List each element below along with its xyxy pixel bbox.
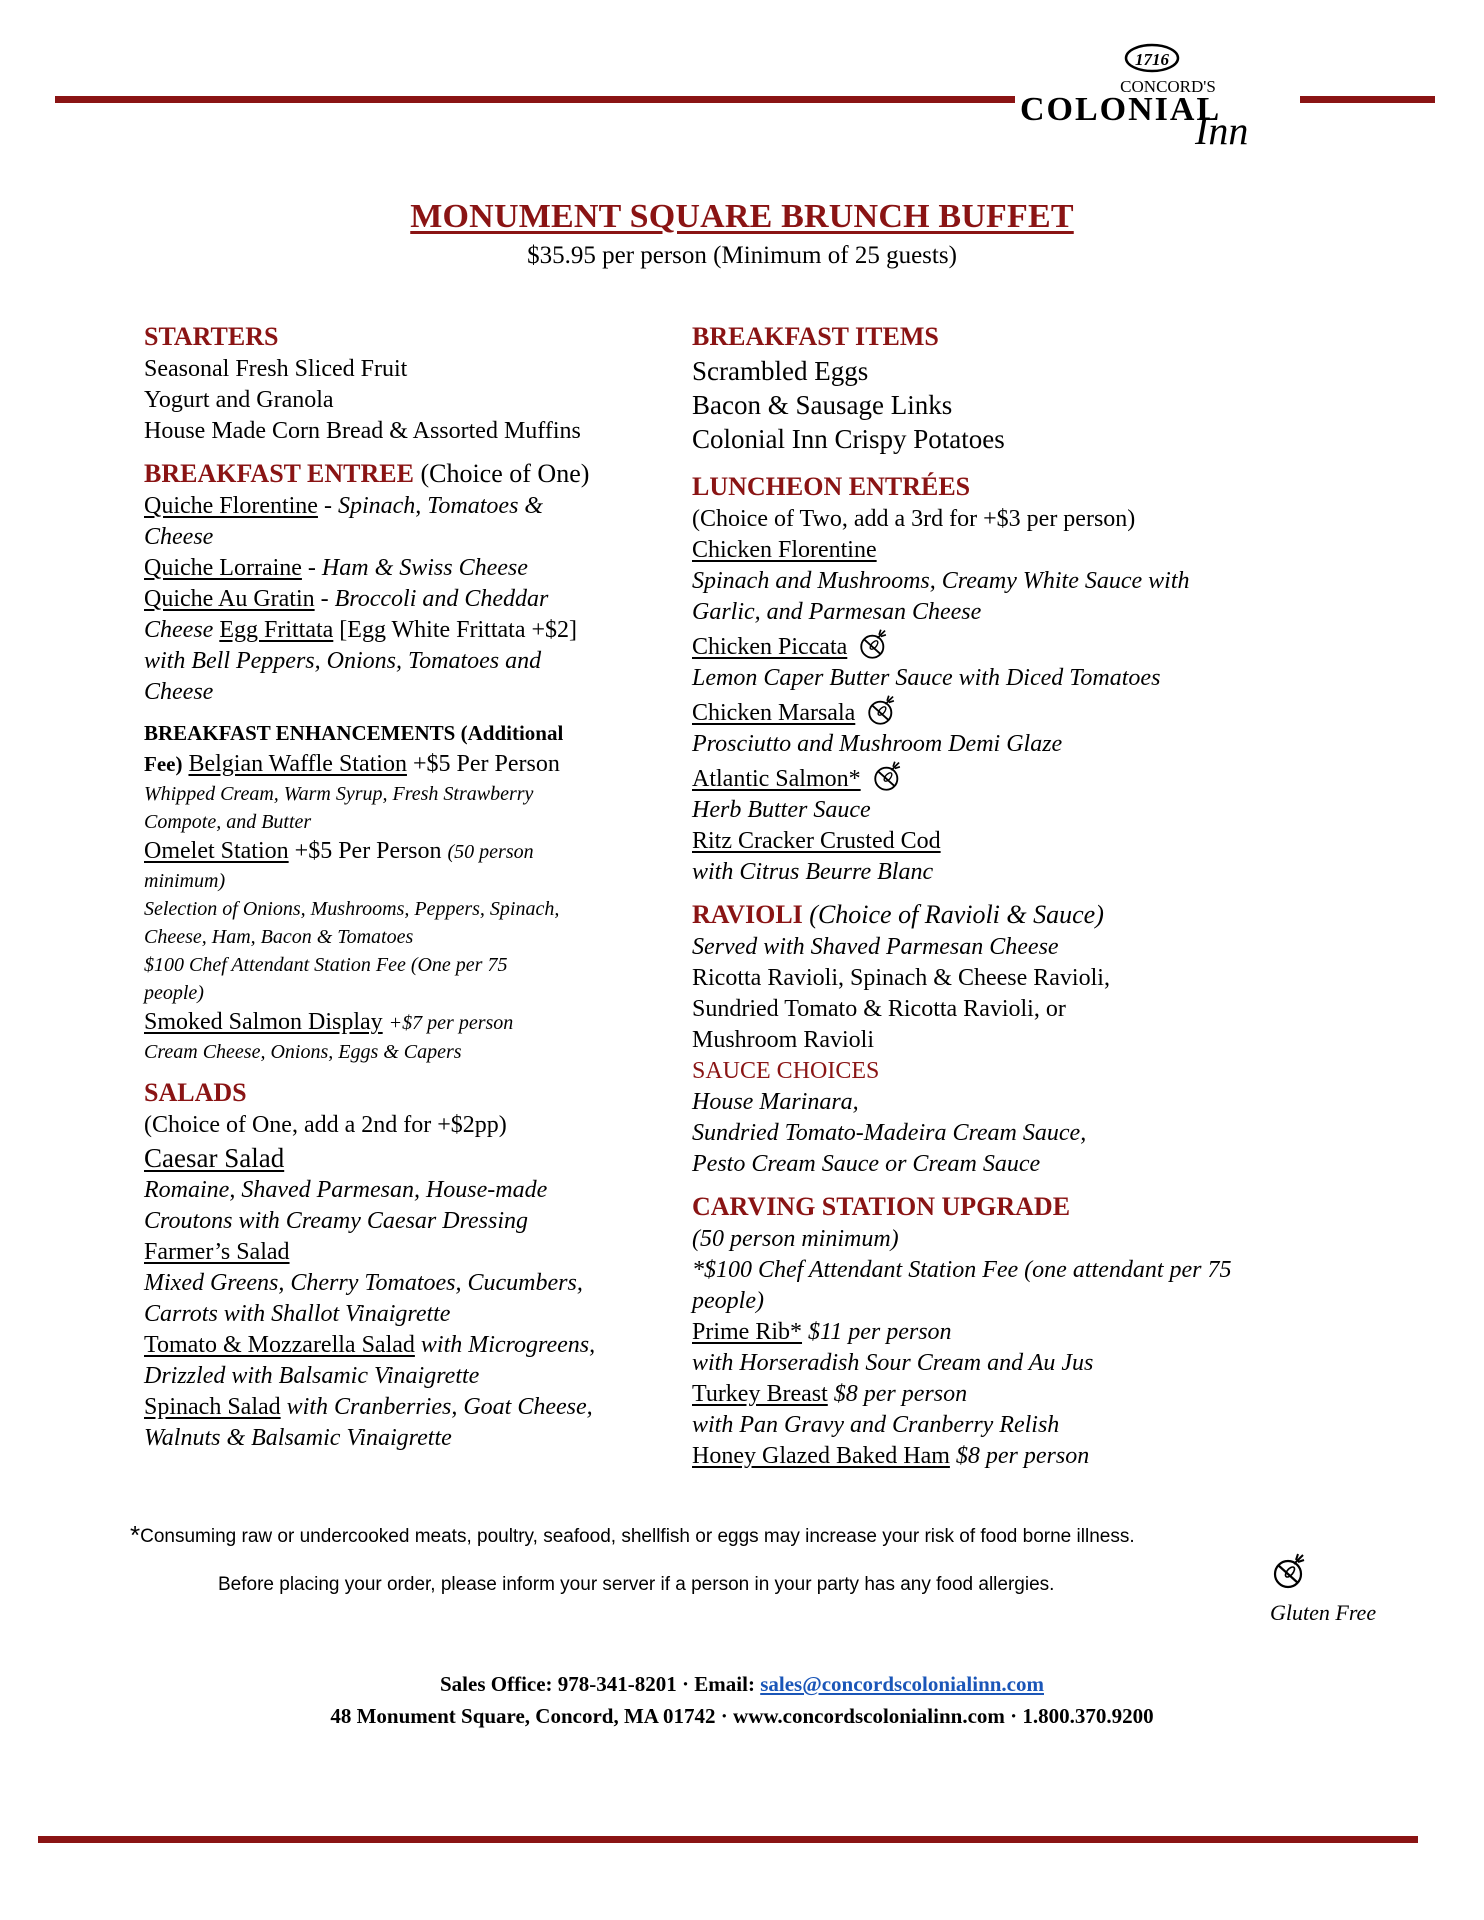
allergy-notice: Before placing your order, please inform your server if a person in your party has any food allergies. xyxy=(218,1574,1055,1595)
right-column xyxy=(692,320,1342,1472)
left-column xyxy=(144,320,664,1454)
prime-rib-desc: with Horseradish Sour Cream and Au Jus xyxy=(692,1350,1094,1376)
top-rule-left xyxy=(55,96,1015,103)
top-rule-right xyxy=(1300,96,1435,103)
ravioli-note: (Choice of Ravioli & Sauce) xyxy=(809,900,1104,929)
gluten-free-icon xyxy=(857,628,891,662)
carving-fee: people) xyxy=(692,1288,764,1314)
egg-frittata-desc: with Bell Peppers, Onions, Tomatoes and xyxy=(144,648,542,674)
chicken-marsala-desc: Prosciutto and Mushroom Demi Glaze xyxy=(692,731,1063,757)
sauce-option: Sundried Tomato-Madeira Cream Sauce, xyxy=(692,1120,1087,1146)
prime-rib: Prime Rib* $11 per person xyxy=(692,1319,952,1345)
farmers-salad: Farmer’s Salad xyxy=(144,1239,290,1265)
sauce-option: House Marinara, xyxy=(692,1089,859,1115)
menu-title-block xyxy=(0,198,1484,270)
tomato-mozzarella-salad: Tomato & Mozzarella Salad with Microgreens, xyxy=(144,1332,596,1358)
starter-item: Seasonal Fresh Sliced Fruit xyxy=(144,356,408,382)
sauce-choices-heading: SAUCE CHOICES xyxy=(692,1058,880,1084)
breakfast-item: Scrambled Eggs xyxy=(692,356,869,386)
waffle-desc: Whipped Cream, Warm Syrup, Fresh Strawberry xyxy=(144,783,534,805)
gluten-free-icon xyxy=(865,694,899,728)
omelet-fee: $100 Chef Attendant Station Fee (One per 75 xyxy=(144,954,508,976)
turkey-breast: Turkey Breast $8 per person xyxy=(692,1381,968,1407)
salads-heading: SALADS xyxy=(144,1078,247,1107)
quiche-florentine: Quiche Florentine - Spinach, Tomatoes & xyxy=(144,493,544,519)
breakfast-entree-note: (Choice of One) xyxy=(420,459,590,488)
chicken-florentine-desc: Spinach and Mushrooms, Creamy White Sauce with xyxy=(692,568,1190,594)
carving-heading: CARVING STATION UPGRADE xyxy=(692,1192,1071,1221)
salads-note: (Choice of One, add a 2nd for +$2pp) xyxy=(144,1112,507,1138)
atlantic-salmon-desc: Herb Butter Sauce xyxy=(692,797,871,823)
gluten-free-label: Gluten Free xyxy=(1270,1600,1377,1625)
chicken-marsala: Chicken Marsala xyxy=(692,694,1342,729)
quiche-au-gratin: Quiche Au Gratin - Broccoli and Cheddar xyxy=(144,586,549,612)
omelet-fee: people) xyxy=(144,982,204,1004)
luncheon-heading: LUNCHEON ENTRÉES xyxy=(692,472,971,501)
starters-heading: STARTERS xyxy=(144,322,279,351)
farmers-desc: Carrots with Shallot Vinaigrette xyxy=(144,1301,451,1327)
egg-frittata: Cheese Egg Frittata [Egg White Frittata +$2] xyxy=(144,617,577,643)
bottom-rule xyxy=(38,1836,1418,1843)
atlantic-salmon: Atlantic Salmon* xyxy=(692,760,1342,795)
carving-fee: *$100 Chef Attendant Station Fee (one attendant per 75 xyxy=(692,1257,1232,1283)
chicken-piccata: Chicken Piccata xyxy=(692,628,1342,663)
waffle-desc: Compote, and Butter xyxy=(144,811,312,833)
omelet-min: minimum) xyxy=(144,870,226,892)
ravioli-heading: RAVIOLI (Choice of Ravioli & Sauce) xyxy=(692,900,1104,929)
omelet-desc: Selection of Onions, Mushrooms, Peppers, Spinach, xyxy=(144,898,560,920)
ravioli-options: Mushroom Ravioli xyxy=(692,1027,875,1053)
logo-line1: CONCORD'S xyxy=(1120,77,1216,96)
consumption-warning: *Consuming raw or undercooked meats, poultry, seafood, shellfish or eggs may increase your risk of food borne illness. xyxy=(130,1520,1135,1550)
ritz-cod-desc: with Citrus Beurre Blanc xyxy=(692,859,934,885)
omelet-station: Omelet Station +$5 Per Person (50 person xyxy=(144,838,534,864)
gluten-free-icon xyxy=(1270,1552,1310,1592)
omelet-desc: Cheese, Ham, Bacon & Tomatoes xyxy=(144,926,414,948)
farmers-desc: Mixed Greens, Cherry Tomatoes, Cucumbers, xyxy=(144,1270,583,1296)
quiche-florentine-desc: Cheese xyxy=(144,524,214,550)
page-title: MONUMENT SQUARE BRUNCH BUFFET xyxy=(410,198,1074,235)
waffle-station: Fee) Belgian Waffle Station +$5 Per Person xyxy=(144,751,560,777)
caesar-desc: Croutons with Creamy Caesar Dressing xyxy=(144,1208,529,1234)
breakfast-item: Colonial Inn Crispy Potatoes xyxy=(692,424,1005,454)
smoked-salmon-desc: Cream Cheese, Onions, Eggs & Capers xyxy=(144,1041,462,1063)
ravioli-options: Sundried Tomato & Ricotta Ravioli, or xyxy=(692,996,1066,1022)
tomato-mozzarella-desc: Drizzled with Balsamic Vinaigrette xyxy=(144,1363,480,1389)
gluten-free-icon xyxy=(871,760,905,794)
spinach-salad: Spinach Salad with Cranberries, Goat Cheese, xyxy=(144,1394,593,1420)
spinach-desc: Walnuts & Balsamic Vinaigrette xyxy=(144,1425,452,1451)
caesar-desc: Romaine, Shaved Parmesan, House-made xyxy=(144,1177,548,1203)
colonial-inn-logo xyxy=(1010,40,1300,150)
smoked-salmon: Smoked Salmon Display +$7 per person xyxy=(144,1009,514,1035)
ravioli-served: Served with Shaved Parmesan Cheese xyxy=(692,934,1059,960)
footer-address: 48 Monument Square, Concord, MA 01742 · www.concordscolonialinn.com · 1.800.370.9200 xyxy=(330,1704,1154,1728)
breakfast-entree-heading: BREAKFAST ENTREE (Choice of One) xyxy=(144,459,590,488)
sales-email-link[interactable]: sales@concordscolonialinn.com xyxy=(760,1672,1044,1696)
chicken-piccata-desc: Lemon Caper Butter Sauce with Diced Tomatoes xyxy=(692,665,1161,691)
chicken-florentine-desc: Garlic, and Parmesan Cheese xyxy=(692,599,982,625)
ritz-cod: Ritz Cracker Crusted Cod xyxy=(692,828,941,854)
honey-ham: Honey Glazed Baked Ham $8 per person xyxy=(692,1443,1090,1469)
luncheon-note: (Choice of Two, add a 3rd for +$3 per person) xyxy=(692,506,1136,532)
carving-min: (50 person minimum) xyxy=(692,1226,899,1252)
turkey-breast-desc: with Pan Gravy and Cranberry Relish xyxy=(692,1412,1060,1438)
logo-line3: Inn xyxy=(1195,108,1249,150)
footer-sales: Sales Office: 978-341-8201 · Email: sales@concordscolonialinn.com xyxy=(440,1672,1044,1696)
chicken-florentine: Chicken Florentine xyxy=(692,537,877,563)
enhancements-heading: BREAKFAST ENHANCEMENTS (Additional xyxy=(144,721,564,745)
egg-frittata-desc: Cheese xyxy=(144,679,214,705)
logo-year: 1716 xyxy=(1135,50,1169,69)
starter-item: House Made Corn Bread & Assorted Muffins xyxy=(144,418,581,444)
breakfast-items-heading: BREAKFAST ITEMS xyxy=(692,322,939,351)
ravioli-options: Ricotta Ravioli, Spinach & Cheese Ravioli, xyxy=(692,965,1110,991)
price-line: $35.95 per person (Minimum of 25 guests) xyxy=(527,242,957,269)
logo-line2: COLONIAL xyxy=(1020,91,1222,128)
sauce-option: Pesto Cream Sauce or Cream Sauce xyxy=(692,1151,1041,1177)
quiche-lorraine: Quiche Lorraine - Ham & Swiss Cheese xyxy=(144,555,528,581)
starter-item: Yogurt and Granola xyxy=(144,387,334,413)
breakfast-item: Bacon & Sausage Links xyxy=(692,390,953,420)
caesar-salad: Caesar Salad xyxy=(144,1143,285,1173)
